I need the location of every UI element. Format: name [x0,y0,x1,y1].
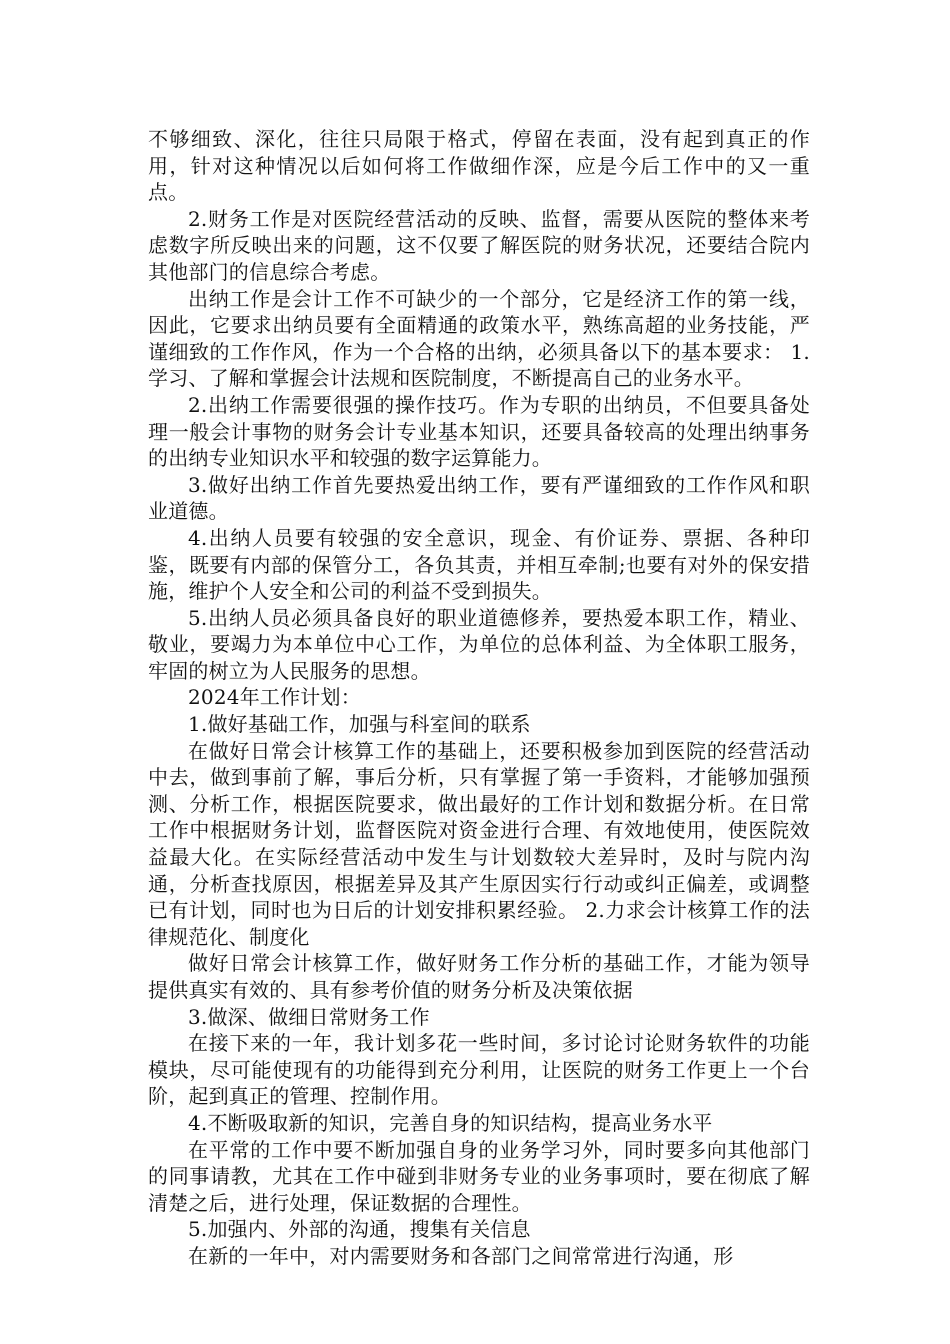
plan-body-2: 做好日常会计核算工作，做好财务工作分析的基础工作，才能为领导提供真实有效的、具有参考价值的财务分析及决策依据 [148,951,810,1002]
plan-heading-3: 3.做深、做细日常财务工作 [188,1004,430,1029]
plan-heading-4: 4.不断吸取新的知识，完善自身的知识结构，提高业务水平 [188,1110,713,1135]
document-body [148,126,810,1270]
plan-heading-1: 1.做好基础工作，加强与科室间的联系 [188,712,531,737]
plan-body-4: 在平常的工作中要不断加强自身的业务学习外，同时要多向其他部门的同事请教，尤其在工作中碰到非财务专业的业务事项时，要在彻底了解清楚之后，进行处理，保证数据的合理性。 [148,1137,810,1215]
paragraph-cashier-item-2: 2.出纳工作需要很强的操作技巧。作为专职的出纳员，不但要具备处理一般会计事物的财务会计专业基本知识，还要具备较高的处理出纳事务的出纳专业知识水平和较强的数字运算能力。 [148,392,810,471]
paragraph-continuation: 不够细致、深化，往往只局限于格式，停留在表面，没有起到真正的作用，针对这种情况以后如何将工作做细作深，应是今后工作中的又一重点。 [148,127,810,205]
paragraph-cashier-item-5: 5.出纳人员必须具备良好的职业道德修养，要热爱本职工作，精业、敬业，要竭力为本单位中心工作，为单位的总体利益、为全体职工服务，牢固的树立为人民服务的思想。 [148,605,810,683]
paragraph-finance-item-2: 2.财务工作是对医院经营活动的反映、监督，需要从医院的整体来考虑数字所反映出来的问题，这不仅要了解医院的财务状况，还要结合院内其他部门的信息综合考虑。 [148,206,810,284]
paragraph-cashier-intro: 出纳工作是会计工作不可缺少的一个部分，它是经济工作的第一线，因此，它要求出纳员要有全面精通的政策水平，熟练高超的业务技能，严谨细致的工作作风，作为一个合格的出纳，必须具备以下的基本要求： 1.学习、了解和掌握会计法规和医院制度，不断提高自己的业务水平。 [148,286,810,391]
plan-body-5: 在新的一年中，对内需要财务和各部门之间常常进行沟通，形 [188,1243,734,1268]
plan-heading-5: 5.加强内、外部的沟通，搜集有关信息 [188,1217,531,1242]
paragraph-cashier-item-4: 4.出纳人员要有较强的安全意识，现金、有价证券、票据、各种印鉴，既要有内部的保管分工，各负其责，并相互牵制;也要有对外的保安措施，维护个人安全和公司的利益不受到损失。 [148,525,810,604]
plan-body-3: 在接下来的一年，我计划多花一些时间，多讨论讨论财务软件的功能模块，尽可能使现有的功能得到充分利用，让医院的财务工作更上一个台阶，起到真正的管理、控制作用。 [148,1031,810,1109]
section-heading-work-plan: 2024年工作计划： [188,685,361,710]
plan-body-1: 在做好日常会计核算工作的基础上，还要积极参加到医院的经营活动中去，做到事前了解，事后分析，只有掌握了第一手资料，才能够加强预测、分析工作，根据医院要求，做出最好的工作计划和数据分析。在日常工作中根据财务计划，监督医院对资金进行合理、有效地使用，使医院效益最大化。在实际经营活动中发生与计划数较大差异时，及时与院内沟通，分析查找原因，根据差异及其产生原因实行行动或纠正偏差，或调整已有计划，同时也为日后的计划安排积累经验。 2.力求会计核算工作的法律规范化、制度化 [148,738,810,949]
paragraph-cashier-item-3: 3.做好出纳工作首先要热爱出纳工作，要有严谨细致的工作作风和职业道德。 [148,472,810,524]
